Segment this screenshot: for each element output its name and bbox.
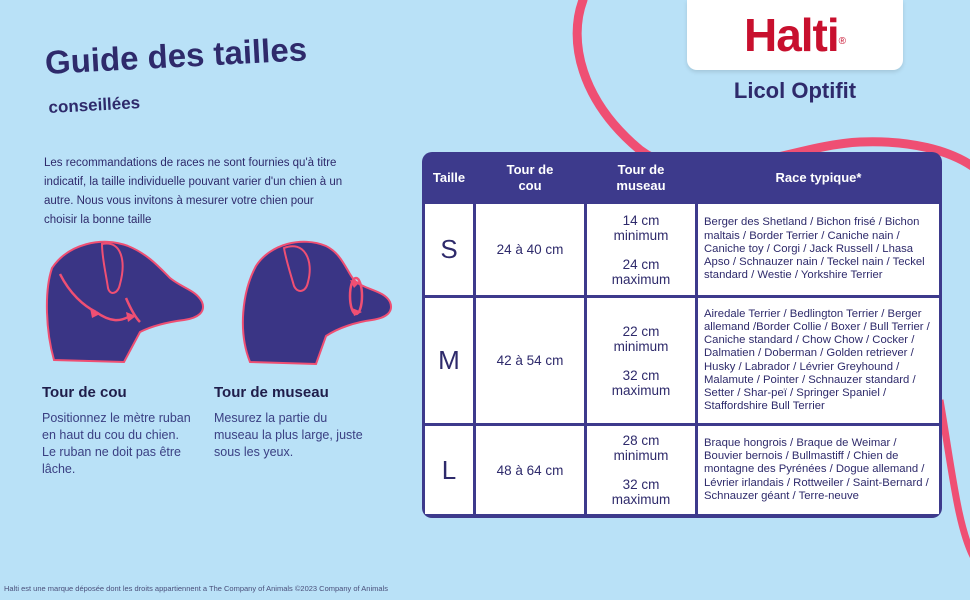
muzzle-cell bbox=[587, 298, 695, 423]
breed-cell: Berger des Shetland / Bichon frisé / Bichon maltais / Border Terrier / Caniche nain / Caniche toy / Corgi / Jack Russell / Lhasa Apso / Schnauzer nain / Teckel nain / Teckel standard / Westie / Yorkshire Terrier bbox=[698, 204, 939, 295]
header-muzzle: Tour de museau bbox=[616, 162, 666, 193]
breed-cell: Braque hongrois / Braque de Weimar / Bouvier bernois / Bullmastiff / Chien de montagne des Pyrénées / Dogue allemand / Lévrier irlandais / Rottweiler / Saint-Bernard / Schnauzer géant / Terre-neuve bbox=[698, 426, 939, 514]
muzzle-cell bbox=[587, 204, 695, 295]
halti-logo: Halti ® bbox=[687, 0, 903, 70]
breed-cell: Airedale Terrier / Bedlington Terrier / Berger allemand /Border Collie / Boxer / Bull Terrier / Caniche standard / Chow Chow / Cocker / Dalmatien / Doberman / Golden retriever / Husky / Labrador / Lévrier Greyhound / Malamute / Pointer / Schnauzer standard / Setter / Shar-peï / Springer Spaniel / Staffordshire Bull Terrier bbox=[698, 298, 939, 423]
muzzle-min: 14 cm minimum bbox=[613, 212, 669, 243]
neck-cell: 42 à 54 cm bbox=[476, 298, 584, 423]
table-row bbox=[425, 426, 939, 514]
size-table bbox=[422, 152, 942, 518]
header-neck: Tour de cou bbox=[506, 162, 554, 193]
muzzle-min: 22 cm minimum bbox=[613, 323, 669, 354]
header-size: Taille bbox=[432, 170, 466, 185]
neck-cell: 24 à 40 cm bbox=[476, 204, 584, 295]
muzzle-max: 32 cm maximum bbox=[611, 367, 671, 398]
neck-measure-text: Positionnez le mètre ruban en haut du cou du chien. Le ruban ne doit pas être lâche. bbox=[42, 411, 191, 476]
footer-legal: Halti est une marque déposée dont les droits appartiennent a The Company of Animals ©2023 Company of Animals bbox=[4, 584, 388, 593]
size-cell: L bbox=[425, 426, 473, 514]
table-row bbox=[425, 204, 939, 295]
muzzle-measure-title: Tour de museau bbox=[214, 384, 329, 401]
product-name: Licol Optifit bbox=[733, 78, 857, 103]
neck-measure-title: Tour de cou bbox=[42, 384, 127, 401]
muzzle-min: 28 cm minimum bbox=[613, 433, 669, 463]
size-cell: M bbox=[425, 298, 473, 423]
muzzle-cell bbox=[587, 426, 695, 514]
table-row bbox=[425, 298, 939, 423]
page-subtitle: conseillées bbox=[48, 93, 141, 117]
size-cell: S bbox=[425, 204, 473, 295]
dog-neck-illustration bbox=[40, 232, 210, 372]
intro-text: Les recommandations de races ne sont fournies qu'à titre indicatif, la taille individuelle pouvant varier d'un chien à un autre. Nous vous invitons à mesurer votre chien pour choisir la bonne taille bbox=[44, 157, 343, 226]
muzzle-measure-text: Mesurez la partie du museau la plus large, juste sous les yeux. bbox=[214, 411, 363, 459]
neck-cell: 48 à 64 cm bbox=[476, 426, 584, 514]
muzzle-max: 24 cm maximum bbox=[611, 256, 671, 287]
muzzle-max: 32 cm maximum bbox=[611, 477, 671, 507]
page-title: Guide des tailles bbox=[44, 30, 308, 81]
logo-text: Halti bbox=[743, 9, 839, 61]
dog-muzzle-illustration bbox=[228, 232, 398, 372]
header-breed: Race typique* bbox=[775, 170, 862, 185]
